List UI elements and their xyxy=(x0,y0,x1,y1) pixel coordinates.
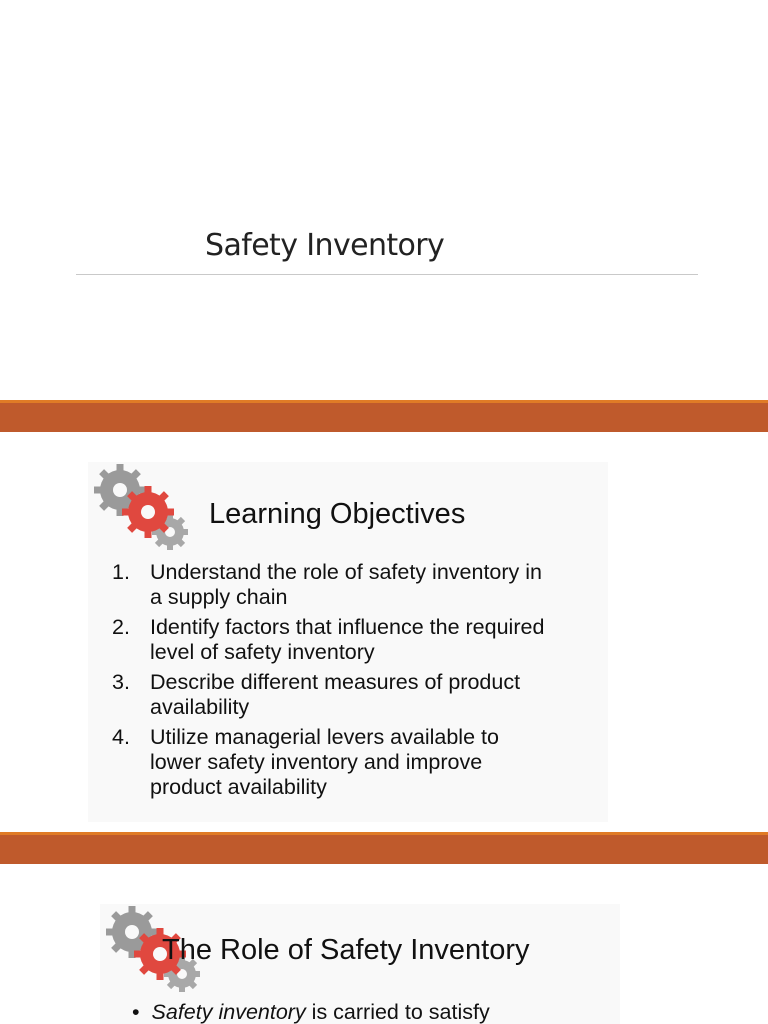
bullet-item: • Safety inventory is carried to satisfy xyxy=(132,1000,490,1024)
list-item: 4. Utilize managerial levers available to lower safety inventory and improve product availability xyxy=(112,725,499,799)
title-divider xyxy=(76,274,698,275)
slide-separator xyxy=(0,832,768,864)
list-item: 1. Understand the role of safety inventory in a supply chain xyxy=(112,560,542,609)
gears-icon xyxy=(88,462,188,557)
slide-heading: Learning Objectives xyxy=(209,498,466,530)
list-item: 3. Describe different measures of product availability xyxy=(112,670,521,719)
slide-separator xyxy=(0,400,768,432)
learning-objectives-slide xyxy=(0,432,768,832)
objectives-list xyxy=(112,560,632,805)
bullet-icon: • xyxy=(132,1000,140,1024)
slide-title: Safety Inventory xyxy=(205,228,445,263)
list-item: 2. Identify factors that influence the required level of safety inventory xyxy=(112,615,545,664)
slide-heading: The Role of Safety Inventory xyxy=(162,934,530,966)
role-of-safety-inventory-slide xyxy=(0,864,768,1024)
title-slide xyxy=(0,0,768,400)
